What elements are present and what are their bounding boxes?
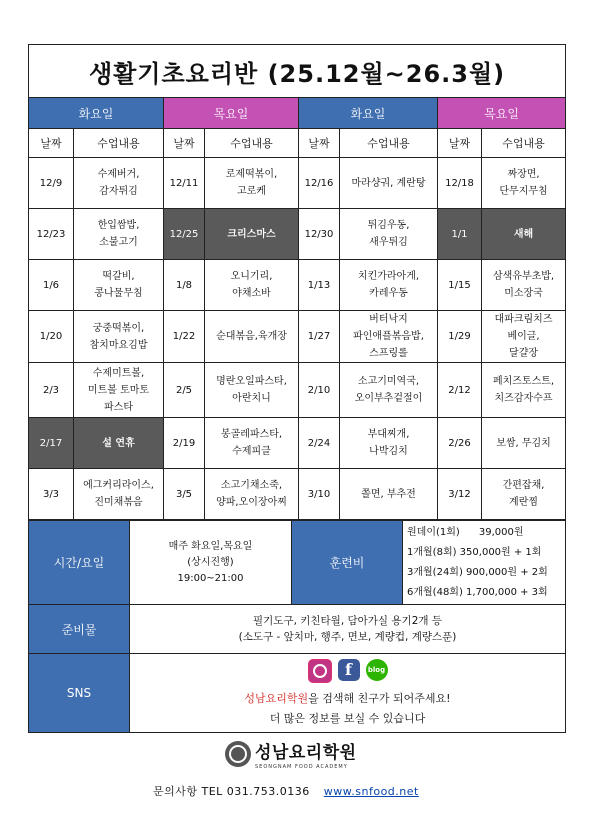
day-header-thursday: 목요일	[164, 98, 299, 129]
fee-item: 원데이(1회) 39,000원	[407, 526, 524, 538]
class-date: 2/26	[438, 418, 482, 469]
day-header-thursday: 목요일	[438, 98, 566, 129]
fee-label: 훈련비	[292, 521, 403, 605]
class-menu: 간편잡채, 계란찜	[482, 469, 566, 520]
class-date: 1/27	[299, 311, 340, 363]
class-menu: 마라샹궈, 계란탕	[340, 158, 438, 209]
class-date: 1/22	[164, 311, 205, 363]
class-date: 3/12	[438, 469, 482, 520]
blog-icon[interactable]: blog	[366, 659, 388, 681]
class-date: 2/24	[299, 418, 340, 469]
sns-line1: 을 검색해 친구가 되어주세요!	[308, 692, 451, 705]
class-menu: 수제미트볼, 미트볼 토마토 파스타	[74, 363, 164, 418]
day-header-tuesday: 화요일	[29, 98, 164, 129]
class-date: 1/1	[438, 209, 482, 260]
day-header-tuesday: 화요일	[299, 98, 438, 129]
schedule-row	[29, 363, 566, 418]
class-menu: 궁중떡볶이, 참치마요김밥	[74, 311, 164, 363]
column-header-class: 수업내용	[205, 129, 299, 158]
class-menu: 대파크림치즈 베이글, 달걀장	[482, 311, 566, 363]
schedule-row	[29, 209, 566, 260]
class-menu: 크리스마스	[205, 209, 299, 260]
class-menu: 쫄면, 부추전	[340, 469, 438, 520]
class-date: 1/6	[29, 260, 74, 311]
class-menu: 치킨가라아게, 카레우동	[340, 260, 438, 311]
academy-logo-icon	[225, 741, 251, 767]
academy-logo	[225, 738, 357, 770]
sns-section	[130, 654, 566, 733]
academy-highlight: 성남요리학원	[244, 692, 309, 705]
sns-line2: 더 많은 정보를 보실 수 있습니다	[269, 712, 426, 725]
fee-item: 3개월(24회) 900,000원 + 2회	[407, 566, 548, 578]
class-menu: 삼색유부초밥, 미소장국	[482, 260, 566, 311]
column-header-class: 수업내용	[482, 129, 566, 158]
info-table	[28, 520, 566, 733]
column-header-date: 날짜	[299, 129, 340, 158]
contact-line	[153, 783, 419, 799]
class-date: 1/15	[438, 260, 482, 311]
class-date: 2/19	[164, 418, 205, 469]
schedule-row	[29, 158, 566, 209]
page-title: 생활기초요리반 (25.12월~26.3월)	[29, 45, 566, 98]
sns-label: SNS	[29, 654, 130, 733]
schedule-table	[28, 44, 566, 520]
supplies-value: 필기도구, 키친타월, 담아가실 용기2개 등 (소도구 - 앞치마, 행주, 면보, 계량컵, 계량스푼)	[130, 605, 566, 654]
class-date: 2/3	[29, 363, 74, 418]
class-date: 3/5	[164, 469, 205, 520]
class-date: 2/5	[164, 363, 205, 418]
class-date: 2/10	[299, 363, 340, 418]
supplies-label: 준비물	[29, 605, 130, 654]
class-menu: 새해	[482, 209, 566, 260]
class-date: 12/16	[299, 158, 340, 209]
facebook-icon[interactable]: f	[338, 659, 360, 681]
sns-message	[130, 689, 565, 729]
class-menu: 명란오일파스타, 아란치니	[205, 363, 299, 418]
contact-phone: 문의사항 TEL 031.753.0136	[153, 785, 310, 798]
website-link[interactable]: www.snfood.net	[323, 785, 419, 798]
class-menu: 수제버거, 감자튀김	[74, 158, 164, 209]
class-menu: 튀김우동, 새우튀김	[340, 209, 438, 260]
class-date: 1/29	[438, 311, 482, 363]
column-header-class: 수업내용	[340, 129, 438, 158]
fee-item: 1개월(8회) 350,000원 + 1회	[407, 546, 542, 558]
academy-name-en: SEONGNAM FOOD ACADEMY	[255, 764, 348, 770]
class-date: 12/30	[299, 209, 340, 260]
class-date: 2/12	[438, 363, 482, 418]
class-menu: 페치즈토스트, 치즈감자수프	[482, 363, 566, 418]
schedule-row	[29, 418, 566, 469]
class-date: 12/9	[29, 158, 74, 209]
class-date: 3/3	[29, 469, 74, 520]
time-label: 시간/요일	[29, 521, 130, 605]
class-menu: 소고기채소죽, 양파,오이장아찌	[205, 469, 299, 520]
time-value: 매주 화요일,목요일 (상시진행) 19:00~21:00	[130, 521, 292, 605]
class-date: 1/20	[29, 311, 74, 363]
schedule-row	[29, 260, 566, 311]
class-date: 2/17	[29, 418, 74, 469]
class-menu: 설 연휴	[74, 418, 164, 469]
class-menu: 부대찌개, 나박김치	[340, 418, 438, 469]
instagram-icon[interactable]	[308, 659, 332, 683]
class-menu: 에그커리라이스, 진미채볶음	[74, 469, 164, 520]
class-menu: 버터낙지 파인애플볶음밥, 스프링롤	[340, 311, 438, 363]
class-date: 12/18	[438, 158, 482, 209]
class-date: 1/8	[164, 260, 205, 311]
class-menu: 봉골레파스타, 수제피클	[205, 418, 299, 469]
fee-list	[403, 521, 566, 605]
column-header-date: 날짜	[164, 129, 205, 158]
class-date: 12/11	[164, 158, 205, 209]
schedule-row	[29, 469, 566, 520]
class-date: 12/23	[29, 209, 74, 260]
class-menu: 소고기미역국, 오이부추겉절이	[340, 363, 438, 418]
class-menu: 짜장면, 단무지무침	[482, 158, 566, 209]
class-menu: 떡갈비, 콩나물무침	[74, 260, 164, 311]
class-date: 12/25	[164, 209, 205, 260]
academy-name: 성남요리학원	[255, 743, 357, 763]
class-menu: 오니기리, 야채소바	[205, 260, 299, 311]
class-menu: 로제떡볶이, 고로케	[205, 158, 299, 209]
fee-item: 6개월(48회) 1,700,000 + 3회	[407, 586, 548, 598]
class-date: 3/10	[299, 469, 340, 520]
class-menu: 보쌈, 무김치	[482, 418, 566, 469]
class-date: 1/13	[299, 260, 340, 311]
class-menu: 순대볶음,육개장	[205, 311, 299, 363]
schedule-row	[29, 311, 566, 363]
column-header-class: 수업내용	[74, 129, 164, 158]
column-header-date: 날짜	[29, 129, 74, 158]
column-header-date: 날짜	[438, 129, 482, 158]
class-menu: 한입쌈밥, 소불고기	[74, 209, 164, 260]
